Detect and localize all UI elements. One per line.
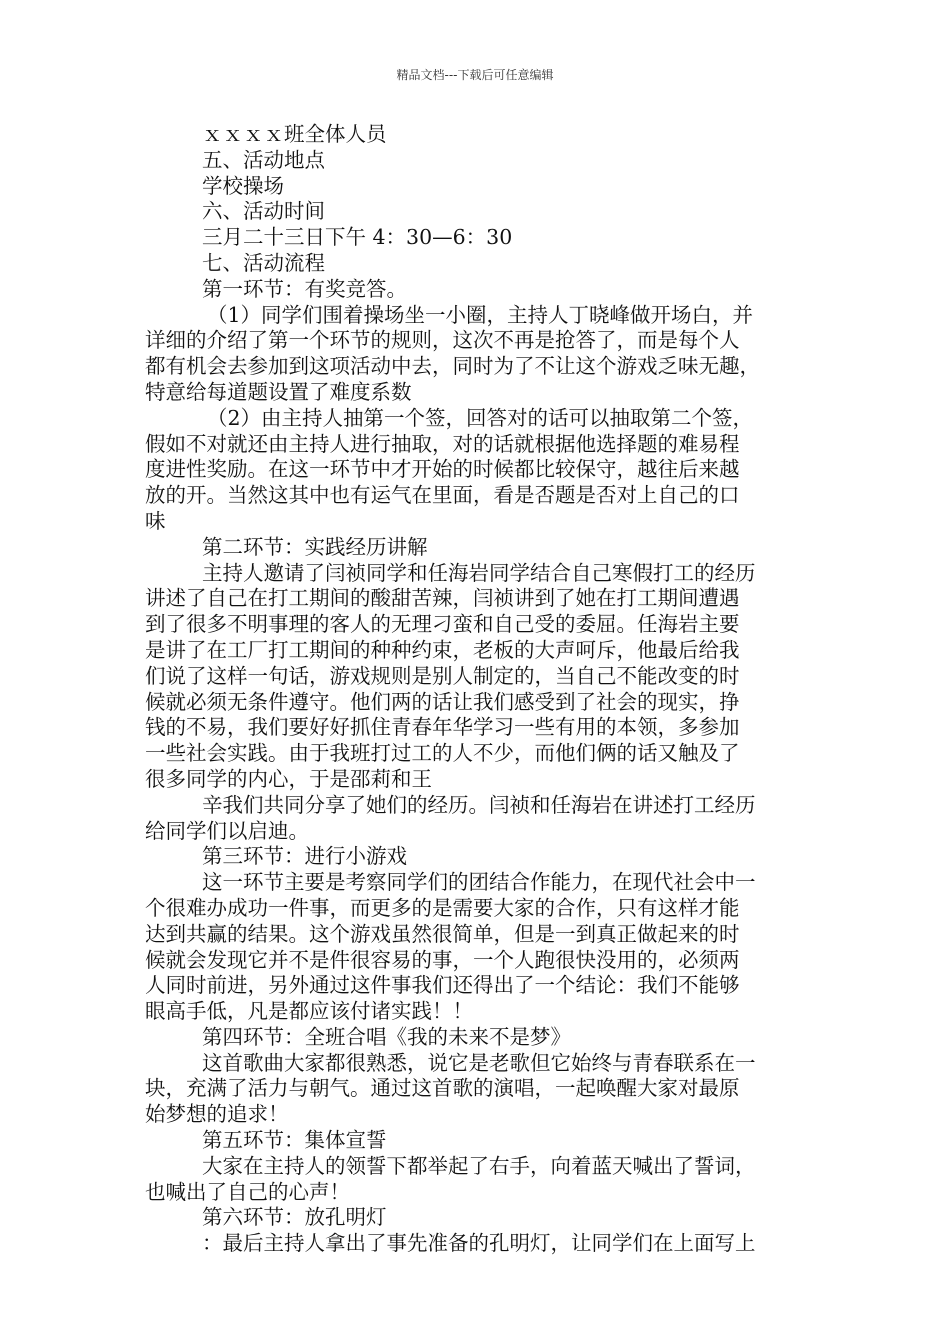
text-line: 到了很多不明事理的客人的无理刁蛮和自己受的委屈。任海岩主要 [145,612,740,637]
text-line: 这一环节主要是考察同学们的团结合作能力，在现代社会中一 [202,870,756,895]
text-line: 特意给每道题设置了难度系数 [145,379,412,404]
text-line: 第六环节：放孔明灯 [202,1205,387,1230]
text-line: 都有机会去参加到这项活动中去，同时为了不让这个游戏乏味无趣， [145,354,760,379]
text-line: 味 [145,508,166,533]
text-line: 度进性奖励。在这一环节中才开始的时候都比较保守，越往后来越 [145,457,740,482]
text-line: 给同学们以启迪。 [145,818,309,843]
text-line: 这首歌曲大家都很熟悉，说它是老歌但它始终与青春联系在一 [202,1050,756,1075]
text-line: 人同时前进，另外通过这件事我们还得出了一个结论：我们不能够 [145,973,740,998]
text-line: 第一环节：有奖竞答。 [202,276,407,301]
text-line: 辛我们共同分享了她们的经历。闫祯和任海岩在讲述打工经历 [202,792,756,817]
text-line: 块，充满了活力与朝气。通过这首歌的演唱，一起唤醒大家对最原 [145,1076,740,1101]
text-line: ：最后主持人拿出了事先准备的孔明灯，让同学们在上面写上 [202,1231,756,1256]
text-line: 讲述了自己在打工期间的酸甜苦辣，闫祯讲到了她在打工期间遭遇 [145,586,740,611]
text-line: 达到共赢的结果。这个游戏虽然很简单，但是一到真正做起来的时 [145,921,740,946]
text-line: 是讲了在工厂打工期间的种种约束，老板的大声呵斥，他最后给我 [145,637,740,662]
text-line: 七、活动流程 [202,250,325,275]
document-body [145,122,807,1257]
text-line: 五、活动地点 [202,147,325,172]
text-line: 候就会发现它并不是件很容易的事，一个人跑很快没用的，必须两 [145,947,740,972]
text-line: 始梦想的追求！ [145,1102,289,1127]
text-line: 放的开。当然这其中也有运气在里面，看是否题是否对上自己的口 [145,483,740,508]
text-line: 详细的介绍了第一个环节的规则，这次不再是抢答了，而是每个人 [145,328,740,353]
text-line: （2）由主持人抽第一个签，回答对的话可以抽取第二个签， [207,405,754,430]
text-line: 也喊出了自己的心声！ [145,1179,350,1204]
text-line: 第二环节：实践经历讲解 [202,534,428,559]
text-line: （1）同学们围着操场坐一小圈，主持人丁晓峰做开场白，并 [207,302,754,327]
text-line: 们说了这样一句话，游戏规则是别人制定的，当自己不能改变的时 [145,663,740,688]
text-line: 钱的不易，我们要好好抓住青春年华学习一些有用的本领，多参加 [145,715,740,740]
text-line: 很多同学的内心，于是邵莉和王 [145,766,432,791]
text-line: 大家在主持人的领誓下都举起了右手，向着蓝天喊出了誓词， [202,1153,756,1178]
text-line: ｘｘｘｘ班全体人员 [202,122,387,146]
text-line: 假如不对就还由主持人进行抽取，对的话就根据他选择题的难易程 [145,431,740,456]
text-line: 第五环节：集体宣誓 [202,1128,387,1153]
text-line: 三月二十三日下午 4：30—6：30 [202,225,513,250]
text-line: 眼高手低，凡是都应该付诸实践！！ [145,999,473,1024]
page-header: 精品文档---下载后可任意编辑 [396,68,554,82]
text-line: 第四环节：全班合唱《我的未来不是梦》 [202,1024,571,1049]
text-line: 第三环节：进行小游戏 [202,844,407,869]
text-line: 主持人邀请了闫祯同学和任海岩同学结合自己寒假打工的经历 [202,560,756,585]
text-line: 学校操场 [202,173,284,198]
text-line: 候就必须无条件遵守。他们两的话让我们感受到了社会的现实，挣 [145,689,740,714]
text-line: 一些社会实践。由于我班打过工的人不少，而他们俩的话又触及了 [145,741,740,766]
text-line: 个很难办成功一件事，而更多的是需要大家的合作，只有这样才能 [145,895,740,920]
text-line: 六、活动时间 [202,199,325,224]
